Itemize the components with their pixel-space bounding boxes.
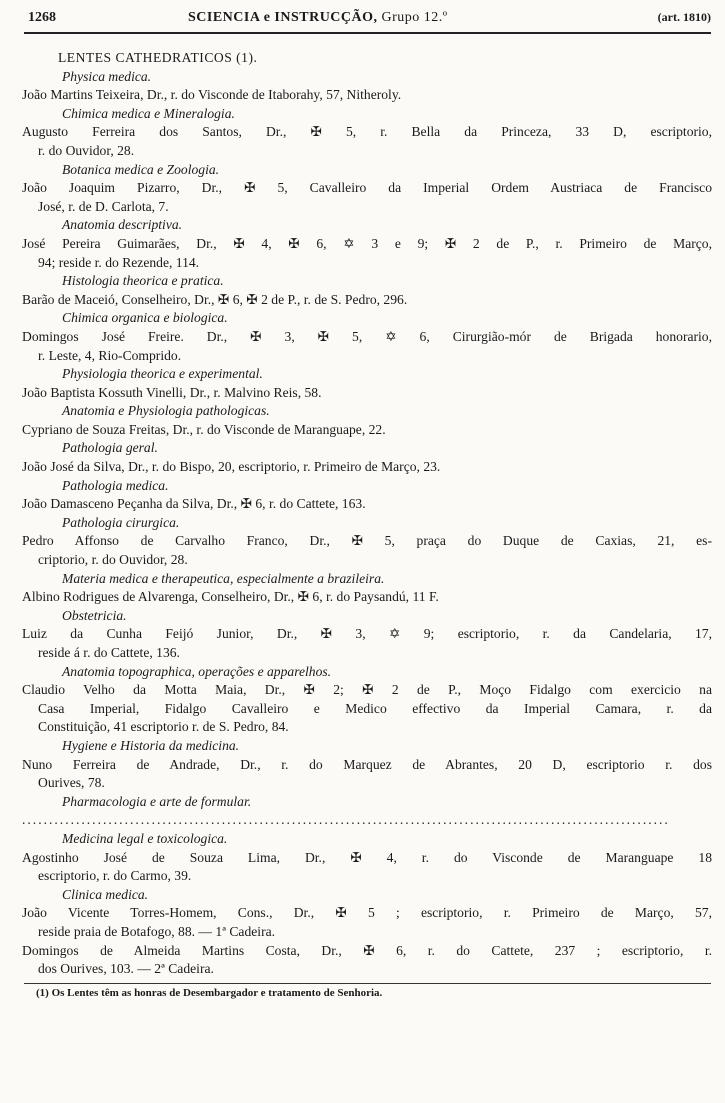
discipline-heading: Materia medica e therapeutica, especialmente a brazileira.	[62, 570, 385, 586]
professor-entry: Domingos José Freire. Dr., ✠ 3, ✠ 5, ✡ 6, Cirurgião-mór de Brigada honorario,	[22, 328, 712, 344]
entry-list	[22, 49, 712, 979]
professor-entry: Cypriano de Souza Freitas, Dr., r. do Visconde de Maranguape, 22.	[22, 421, 386, 437]
discipline-heading: Physiologia theorica e experimental.	[62, 366, 263, 382]
professor-entry: Nuno Ferreira de Andrade, Dr., r. do Marquez de Abrantes, 20 D, escriptorio r. dos	[22, 756, 712, 772]
discipline-heading: Medicina legal e toxicologica.	[62, 830, 228, 846]
discipline-heading: Pathologia geral.	[62, 440, 158, 456]
discipline-heading: Obstetricia.	[62, 607, 127, 623]
discipline-heading: Anatomia descriptiva.	[62, 217, 183, 233]
entry-continuation: r. Leste, 4, Rio-Comprido.	[38, 347, 182, 363]
discipline-heading: Chimica organica e biologica.	[62, 310, 228, 326]
entry-continuation: dos Ourives, 103. — 2ª Cadeira.	[38, 961, 214, 977]
footnote: (1) Os Lentes têm as honras de Desembargador e tratamento de Senhoria.	[36, 987, 383, 999]
discipline-heading: Chimica medica e Mineralogia.	[62, 105, 235, 121]
professor-entry: João José da Silva, Dr., r. do Bispo, 20, escriptorio, r. Primeiro de Março, 23.	[22, 459, 441, 475]
page-header	[28, 10, 711, 30]
running-title	[188, 10, 448, 26]
discipline-heading: Pathologia medica.	[62, 477, 169, 493]
professor-entry: Agostinho José de Souza Lima, Dr., ✠ 4, r. do Visconde de Maranguape 18	[22, 849, 712, 865]
professor-entry: Claudio Velho da Motta Maia, Dr., ✠ 2; ✠ 2 de P., Moço Fidalgo com exercicio na	[22, 682, 712, 698]
discipline-heading: Histologia theorica e pratica.	[62, 273, 224, 289]
entry-continuation: reside praia de Botafogo, 88. — 1ª Cadeira.	[38, 923, 276, 939]
entry-continuation: Ourives, 78.	[38, 775, 105, 791]
group-label: Grupo 12.º	[381, 10, 448, 25]
professor-entry: João Martins Teixeira, Dr., r. do Visconde de Itaborahy, 57, Nitheroly.	[22, 87, 402, 103]
professor-entry: Augusto Ferreira dos Santos, Dr., ✠ 5, r. Bella da Princeza, 33 D, escriptorio,	[22, 124, 712, 140]
page-number: 1268	[28, 10, 56, 25]
article-ref: (art. 1810)	[657, 10, 711, 24]
professor-entry: João Joaquim Pizarro, Dr., ✠ 5, Cavalleiro da Imperial Ordem Austriaca de Francisco	[22, 180, 712, 196]
entry-continuation: 94; reside r. do Rezende, 114.	[38, 254, 200, 270]
discipline-heading: Anatomia e Physiologia pathologicas.	[62, 403, 270, 419]
professor-entry: João Damasceno Peçanha da Silva, Dr., ✠ 6, r. do Cattete, 163.	[22, 496, 366, 512]
discipline-heading: Pathologia cirurgica.	[62, 514, 180, 530]
professor-entry: João Vicente Torres-Homem, Cons., Dr., ✠ 5 ; escriptorio, r. Primeiro de Março, 57,	[22, 905, 712, 921]
professor-entry: Domingos de Almeida Martins Costa, Dr., ✠ 6, r. do Cattete, 237 ; escriptorio, r.	[22, 942, 712, 958]
section-title: SCIENCIA e INSTRUCÇÃO,	[188, 10, 378, 25]
professor-entry: José Pereira Guimarães, Dr., ✠ 4, ✠ 6, ✡ 3 e 9; ✠ 2 de P., r. Primeiro de Março,	[22, 235, 712, 251]
footnote-rule	[24, 983, 711, 984]
header-rule	[24, 32, 711, 34]
entry-continuation: r. do Ouvidor, 28.	[38, 142, 135, 158]
discipline-heading: Botanica medica e Zoologia.	[62, 161, 220, 177]
discipline-heading: Hygiene e Historia da medicina.	[62, 737, 240, 753]
discipline-heading: Pharmacologia e arte de formular.	[62, 793, 252, 809]
discipline-heading: Anatomia topographica, operações e apparelhos.	[62, 663, 332, 679]
list-heading: LENTES CATHEDRATICOS (1).	[58, 50, 258, 65]
entry-continuation: reside á r. do Cattete, 136.	[38, 645, 180, 660]
dotted-separator: ........................................................................................................................	[22, 812, 670, 828]
entry-continuation: criptorio, r. do Ouvidor, 28.	[38, 552, 188, 568]
entry-continuation: Casa Imperial, Fidalgo Cavalleiro e Medico effectivo da Imperial Camara, r. da	[38, 700, 712, 716]
professor-entry: Barão de Maceió, Conselheiro, Dr., ✠ 6, ✠ 2 de P., r. de S. Pedro, 296.	[22, 291, 408, 307]
discipline-heading: Physica medica.	[62, 68, 152, 84]
entry-continuation: Constituição, 41 escriptorio r. de S. Pedro, 84.	[38, 719, 289, 735]
entry-continuation: José, r. de D. Carlota, 7.	[38, 198, 169, 214]
professor-entry: João Baptista Kossuth Vinelli, Dr., r. Malvino Reis, 58.	[22, 384, 322, 400]
discipline-heading: Clinica medica.	[62, 886, 149, 902]
professor-entry: Luiz da Cunha Feijó Junior, Dr., ✠ 3, ✡ 9; escriptorio, r. da Candelaria, 17,	[22, 626, 712, 642]
professor-entry: Pedro Affonso de Carvalho Franco, Dr., ✠ 5, praça do Duque de Caxias, 21, es-	[22, 533, 712, 549]
professor-entry: Albino Rodrigues de Alvarenga, Conselheiro, Dr., ✠ 6, r. do Paysandú, 11 F.	[22, 589, 439, 605]
entry-continuation: escriptorio, r. do Carmo, 39.	[38, 868, 192, 884]
